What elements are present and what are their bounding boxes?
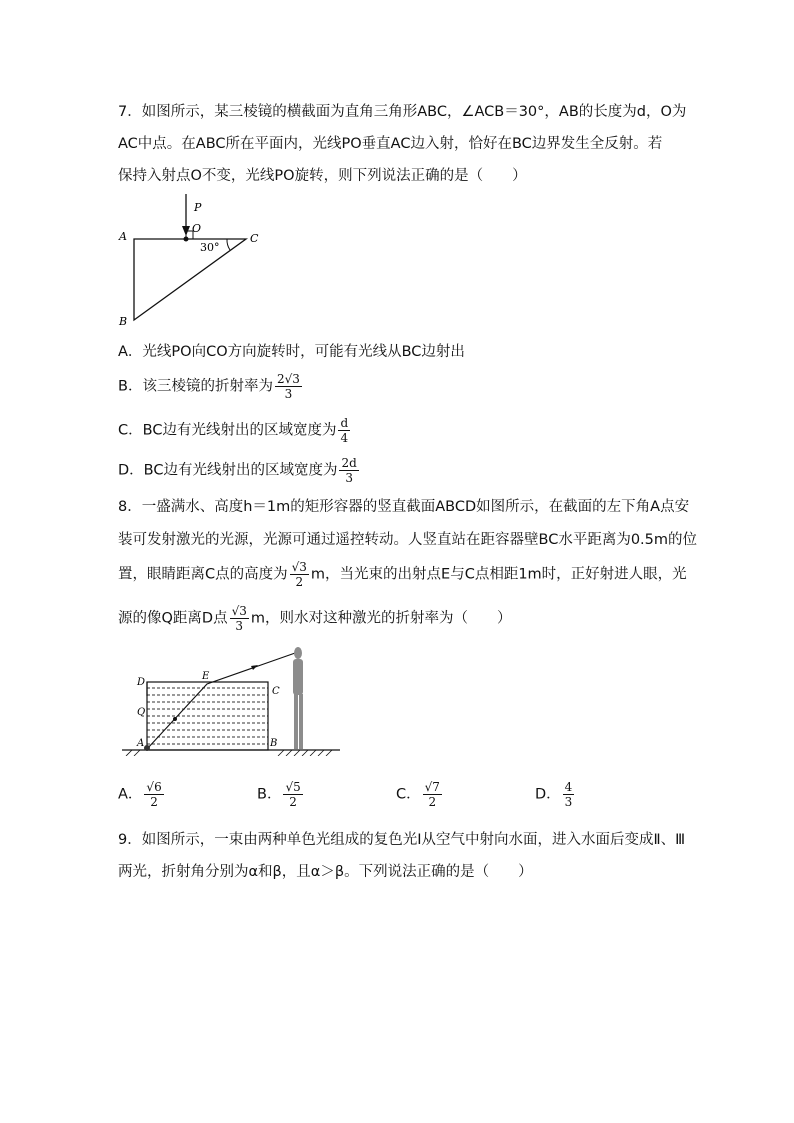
label-a: A — [119, 230, 127, 243]
q8-line-4-rest: m，则水对这种激光的折射率为（ ） — [250, 610, 512, 627]
frac-den: 3 — [284, 387, 293, 401]
q8-line-3-text: 置，眼睛距离C点的高度为 — [118, 566, 288, 583]
label-p: P — [194, 201, 202, 214]
frac-den: 2 — [150, 795, 158, 809]
frac-num: √6 — [146, 780, 162, 794]
frac-den: 3 — [345, 471, 353, 485]
prism-triangle — [134, 239, 246, 320]
frac-den: 2 — [428, 795, 437, 809]
frac-num: √7 — [424, 780, 440, 794]
q9-line-1: 9．如图所示，一束由两种单色光组成的复色光Ⅰ从空气中射向水面，进入水面后变成Ⅱ、Ⅲ — [118, 832, 686, 848]
q8-option-d — [535, 780, 576, 809]
q8-line-3 — [118, 560, 687, 589]
q8-line-3-rest: m，当光束的出射点E与C点相距1m时，正好射进人眼，光 — [310, 566, 687, 583]
point-o — [184, 237, 189, 242]
label-q: Q — [137, 707, 146, 718]
q7-option-d — [118, 456, 361, 485]
q7-option-d-fraction — [339, 456, 358, 485]
option-label: D． — [535, 786, 561, 803]
frac-num: 4 — [564, 780, 573, 794]
option-fraction — [423, 780, 442, 809]
option-label: A． — [118, 786, 143, 803]
q8-line-1: 8．一盛满水、高度h＝1m的矩形容器的竖直截面ABCD如图所示，在截面的左下角A点安 — [118, 499, 690, 515]
ray-arrow — [251, 665, 258, 670]
label-d: D — [137, 677, 146, 688]
frac-num: 2d — [341, 456, 357, 470]
label-c: C — [250, 232, 259, 245]
label-e: E — [202, 671, 210, 682]
frac-num: √3 — [231, 604, 247, 618]
q7-option-d-text: D．BC边有光线射出的区域宽度为 — [118, 462, 338, 479]
frac-num: √5 — [285, 780, 301, 794]
q8-option-c — [396, 780, 444, 809]
q7-line-1: 7．如图所示，某三棱镜的横截面为直角三角形ABC，∠ACB＝30°，AB的长度为d，O为 — [118, 104, 687, 120]
option-label: C． — [396, 786, 421, 803]
q7-option-b-text: B．该三棱镜的折射率为 — [118, 378, 273, 395]
q7-option-c-text: C．BC边有光线射出的区域宽度为 — [118, 422, 337, 439]
q8-container-figure — [118, 638, 344, 756]
q7-line-3: 保持入射点O不变，光线PO旋转，则下列说法正确的是（ ） — [118, 168, 527, 184]
q7-option-c-fraction — [338, 416, 350, 445]
person-figure — [293, 647, 303, 749]
label-b: B — [119, 315, 128, 328]
frac-num: d — [340, 416, 349, 430]
q7-line-2: AC中点。在ABC所在平面内，光线PO垂直AC边入射，恰好在BC边界发生全反射。若 — [118, 136, 663, 152]
q9-line-2: 两光，折射角分别为α和β，且α＞β。下列说法正确的是（ ） — [118, 864, 533, 880]
label-b: B — [270, 738, 278, 749]
frac-den: 3 — [564, 795, 573, 809]
q7-option-c — [118, 416, 352, 445]
frac-den: 2 — [295, 575, 304, 589]
frac-den: 2 — [289, 795, 297, 809]
ray-mid-dot — [173, 717, 177, 721]
light-source — [144, 745, 150, 751]
q7-prism-figure — [110, 190, 270, 330]
q8-option-b — [257, 780, 305, 809]
q8-line-4 — [118, 604, 511, 633]
angle-arc — [227, 239, 230, 250]
water-lines — [147, 688, 268, 744]
option-fraction — [144, 780, 163, 809]
q8-option-a — [118, 780, 166, 809]
q7-option-a: A．光线PO向CO方向旋转时，可能有光线从BC边射出 — [118, 344, 465, 360]
q8-line-4-text: 源的像Q距离D点 — [118, 610, 228, 627]
q8-line-2: 装可发射激光的光源，光源可通过遥控转动。人竖直站在距容器壁BC水平距离为0.5m的位 — [118, 532, 697, 548]
label-c: C — [272, 686, 280, 697]
label-angle: 30° — [200, 241, 220, 254]
option-label: B． — [257, 786, 282, 803]
frac-num: 2√3 — [276, 372, 300, 386]
label-a: A — [137, 738, 145, 749]
option-fraction — [283, 780, 302, 809]
frac-num: √3 — [291, 560, 307, 574]
laser-ray — [147, 652, 298, 749]
frac-den: 4 — [340, 431, 349, 445]
q7-option-b-fraction — [275, 372, 302, 401]
ground-hatch — [126, 750, 332, 756]
q8-line-4-fraction — [230, 604, 249, 633]
option-fraction — [563, 780, 575, 809]
frac-den: 3 — [235, 619, 244, 633]
q8-line-3-fraction — [290, 560, 309, 589]
label-o: O — [192, 222, 202, 235]
q7-option-b — [118, 372, 304, 401]
